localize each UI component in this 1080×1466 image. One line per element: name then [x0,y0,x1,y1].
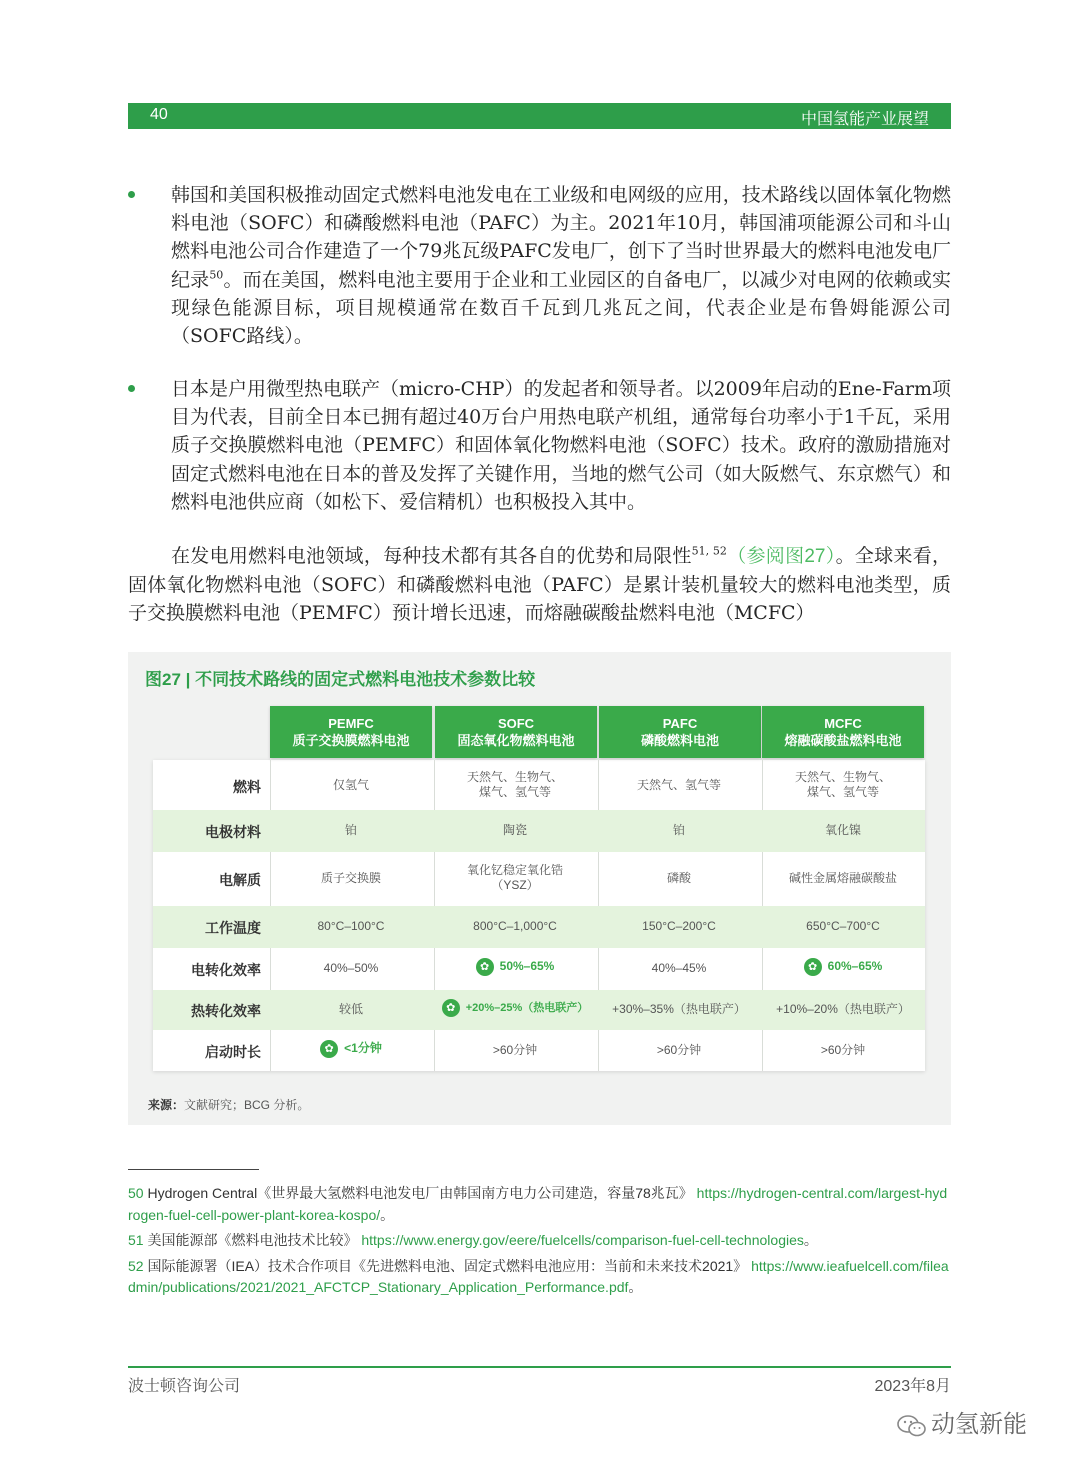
source-text: 文献研究；BCG 分析。 [184,1098,310,1112]
column-name: 熔融碳酸盐燃料电池 [784,733,902,748]
watermark-text: 动氢新能 [931,1411,1027,1438]
footnote-link[interactable]: https://www.energy.gov/eere/fuelcells/comparison-fuel-cell-technologies [361,1232,804,1248]
table-cell-highlight [762,958,924,976]
cell-value: <1分钟 [344,1041,382,1056]
table-cell: 150°C–200°C [642,919,716,933]
row-label: 燃料 [233,779,261,795]
bullet-text: 日本是户用微型热电联产（micro-CHP）的发起者和领导者。以2009年启动的Ene-Farm项目为代表，目前全日本已拥有超过40万台户用热电联产机组，通常每台功率小于1千瓦，采用质子交换膜燃料电池（PEMFC）和固体氧化物燃料电池（SOFC）技术。政府的激励措施对固定式燃料电池在日本的普及发挥了关键作用，当地的燃气公司（如大阪燃气、东京燃气）和燃料电池供应商（如松下、爱信精机）也积极投入其中。 [171,378,952,513]
bullet-text-cont: 。而在美国，燃料电池主要用于企业和工业园区的自备电厂，以减少对电网的依赖或实现绿色能源目标，项目规模通常在数百千瓦到几兆瓦之间，代表企业是布鲁姆能源公司（SOFC路线）。 [171,268,951,348]
footnote-number: 52 [128,1257,144,1274]
column-header-pafc [599,706,761,758]
column-code: SOFC [497,716,535,731]
table-cell: 氧化钇稳定氧化锆 （YSZ） [466,863,563,892]
footer-divider [128,1366,951,1368]
footnote-text: 美国能源部《燃料电池技术比较》 [147,1232,358,1248]
table-cell: >60分钟 [820,1043,866,1057]
table-row-electrical-efficiency [153,948,925,990]
table-cell-highlight [434,958,596,976]
footnote-number: 51 [128,1232,144,1248]
table-cell: >60分钟 [492,1043,538,1057]
body-paragraph [128,542,951,628]
footnote-end: 。 [380,1206,395,1223]
wechat-icon [897,1415,927,1437]
body-text-cont: 。全球来看，固体氧化物燃料电池（SOFC）和磷酸燃料电池（PAFC）是累计装机量较大的燃料电池类型，质子交换膜燃料电池（PEMFC）预计增长迅速，而熔融碳酸盐燃料电池（MCFC） [128,545,951,625]
table-cell-highlight [270,1040,432,1058]
figure-source [148,1096,309,1113]
footer-date: 2023年8月 [874,1378,951,1395]
table-row-electrode [153,810,925,852]
column-header-sofc [435,706,597,758]
footnotes [128,1183,951,1303]
table-cell: 天然气、生物气、 煤气、氢气等 [794,770,891,799]
footnote-divider [128,1169,259,1170]
running-header [128,103,951,129]
bullet-dot-icon [128,191,135,198]
table-cell: 较低 [338,1002,363,1016]
footnote-text: Hydrogen Central《世界最大氢燃料电池发电厂由韩国南方电力公司建造，容量78兆瓦》 [147,1185,693,1201]
table-row-temperature [153,906,925,948]
column-code: PEMFC [328,716,374,731]
star-badge-icon: ✿ [476,958,494,976]
cell-value: 50%–65% [499,959,555,974]
table-cell: 天然气、氢气等 [636,778,721,792]
figure-reference-link[interactable]: （参阅图27） [726,546,836,567]
table-cell: 铂 [344,823,357,837]
body-text: 在发电用燃料电池领域，每种技术都有其各自的优势和局限性 [171,545,692,567]
cell-value: 60%–65% [827,959,883,974]
footnote-item [128,1183,951,1226]
footnote-ref[interactable]: 50 [209,268,224,282]
figure-title: 图27 | 不同技术路线的固定式燃料电池技术参数比较 [145,670,536,689]
page-number: 40 [150,106,168,123]
table-row-fuel [153,762,925,810]
column-name: 固态氧化物燃料电池 [457,733,575,748]
table-cell: 铂 [672,823,685,837]
bullet-paragraph [171,375,951,516]
footer-publisher: 波士顿咨询公司 [128,1378,241,1395]
table-cell: 80°C–100°C [317,919,385,933]
table-cell-highlight [434,999,596,1017]
row-label: 热转化效率 [191,1003,261,1019]
column-name: 磷酸燃料电池 [640,733,719,748]
bullet-text: 韩国和美国积极推动固定式燃料电池发电在工业级和电网级的应用，技术路线以固体氧化物燃料电池（SOFC）和磷酸燃料电池（PAFC）为主。2021年10月，韩国浦项能源公司和斗山燃料电池公司合作建造了一个79兆瓦级PAFC发电厂，创下了当时世界最大的燃料电池发电厂纪录 [171,184,951,291]
bullet-item [128,181,951,350]
table-cell: >60分钟 [656,1043,702,1057]
bullet-paragraph [171,181,951,350]
figure-27 [128,652,951,1125]
running-title: 中国氢能产业展望 [800,111,929,128]
star-badge-icon: ✿ [442,999,460,1017]
table-cell: 800°C–1,000°C [473,919,557,933]
footnote-ref[interactable]: 51, 52 [691,544,727,558]
table-row-thermal-efficiency [153,990,925,1030]
table-cell: 天然气、生物气、 煤气、氢气等 [466,770,563,799]
table-cell: 650°C–700°C [806,919,880,933]
table-row-electrolyte [153,852,925,906]
column-code: MCFC [824,716,862,731]
column-header-pemfc [270,706,432,758]
row-label: 工作温度 [205,920,261,936]
footnote-end: 。 [628,1279,643,1295]
column-header-mcfc [762,706,924,758]
row-label: 电解质 [219,872,261,888]
row-label: 电极材料 [205,824,261,840]
table-cell: 陶瓷 [502,823,527,837]
star-badge-icon: ✿ [804,958,822,976]
footnote-link[interactable]: https://www.ieafuelcell.com/fileadmin/publications/2021/2021_AFCTCP_Stationary_Application_Performance.pdf [128,1257,949,1295]
footnote-item [128,1230,951,1252]
bullet-item [128,375,951,516]
table-cell: 碱性金属熔融碳酸盐 [788,871,897,885]
watermark [897,1404,1027,1439]
star-badge-icon: ✿ [320,1040,338,1058]
table-cell: +10%–20%（热电联产） [776,1002,910,1016]
source-label: 来源： [148,1098,185,1112]
footnote-number: 50 [128,1185,144,1201]
column-name: 质子交换膜燃料电池 [292,733,410,748]
table-cell: 质子交换膜 [320,871,381,885]
table-row-startup-time [153,1030,925,1071]
column-code: PAFC [662,716,698,731]
table-cell: 仅氢气 [332,778,369,792]
table-cell: +30%–35%（热电联产） [612,1002,746,1016]
cell-value: +20%–25%（热电联产） [465,1002,589,1015]
table-cell: 40%–45% [651,961,707,975]
footnote-item [128,1256,951,1299]
footnote-text: 国际能源署（IEA）技术合作项目《先进燃料电池、固定式燃料电池应用：当前和未来技术2021》 [147,1257,748,1274]
bullet-dot-icon [128,385,135,392]
table-cell: 磷酸 [666,871,691,885]
row-label: 启动时长 [205,1044,261,1060]
table-cell: 氧化镍 [824,823,861,837]
footnote-link[interactable]: https://hydrogen-central.com/largest-hydrogen-fuel-cell-power-plant-korea-kospo/ [128,1185,948,1223]
footnote-end: 。 [803,1232,818,1248]
table-cell: 40%–50% [323,961,379,975]
row-label: 电转化效率 [191,962,261,978]
